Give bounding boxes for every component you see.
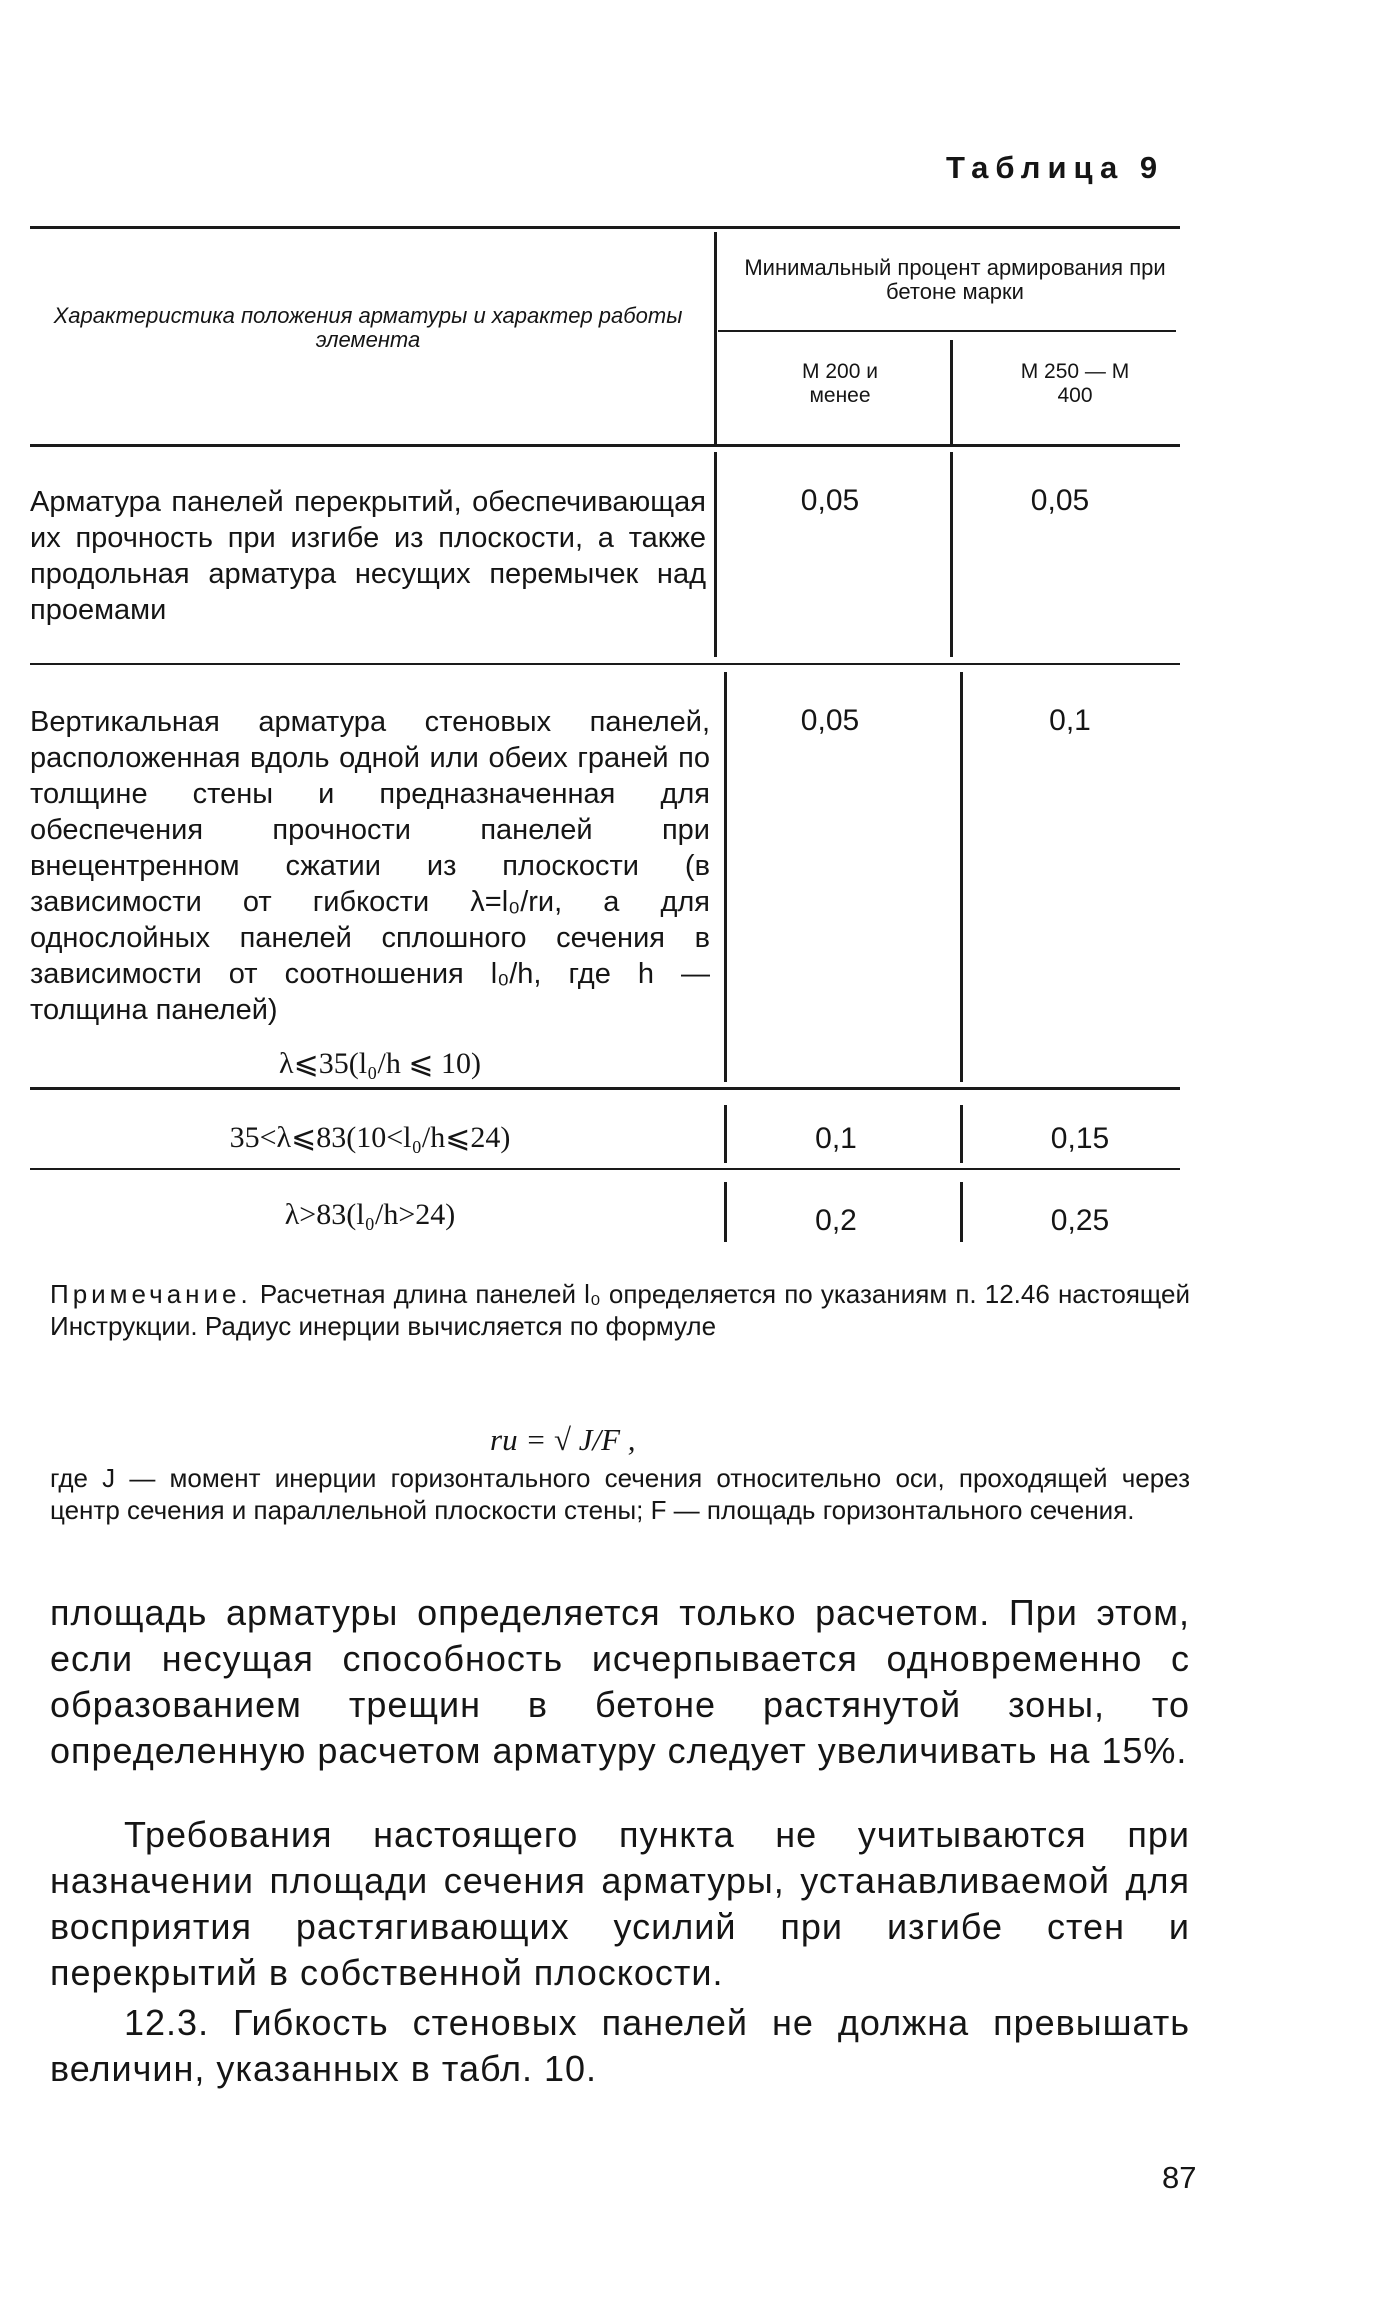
table-header-bottom-rule — [30, 444, 1180, 447]
paragraph-1: площадь арматуры определяется только расчетом. При этом, если несущая способность исчерпывается одновременно с образованием трещин в бетоне растянутой зоны, то определенную расчетом арматуру следует увеличивать на 15%. — [50, 1592, 1190, 1771]
row3-value-m250: 0,15 — [1050, 1122, 1110, 1155]
row1-value-m200: 0,05 — [800, 484, 860, 517]
table-row1-bottom-rule — [30, 663, 1180, 665]
row4-value-m200: 0,2 — [815, 1204, 857, 1237]
table-row4-separator-2 — [960, 1182, 963, 1242]
note-text-2: где J — момент инерции горизонтального сечения относительно оси, проходящей через центр сечения и параллельной плоскости стены; F — площадь горизонтального сечения. — [50, 1463, 1190, 1525]
table-row1-separator-1 — [714, 452, 717, 657]
row2-value-m250: 0,1 — [1049, 704, 1091, 737]
row2-desc: Вертикальная арматура стеновых панелей, расположенная вдоль одной или обеих граней по толщине стены и предназначенная для обеспечения прочности панелей при внецентренном сжатии из плоскости (в зависимости от гибкости λ=l₀/rи, а для однослойных панелей сплошного сечения в зависимости от соотношения l₀/h, где h — толщина панелей) — [30, 706, 710, 1026]
row2-condition: λ⩽35(l₀/h ⩽ 10) — [279, 1047, 481, 1080]
row4-value-m250: 0,25 — [1050, 1204, 1110, 1237]
note-label: Примечание. — [50, 1279, 252, 1309]
page-number: 87 — [1162, 2160, 1197, 2195]
table-row3-bottom-rule — [30, 1168, 1180, 1170]
table-col-separator-1 — [714, 232, 717, 444]
row1-value-m250: 0,05 — [1030, 484, 1090, 517]
table-row4-separator-1 — [724, 1182, 727, 1242]
table-note — [50, 1278, 1190, 1342]
row3-value-m200: 0,1 — [815, 1122, 857, 1155]
header-col2: М 200 и менее — [802, 360, 878, 407]
table-row3-separator-2 — [960, 1105, 963, 1163]
note-text-1: Расчетная длина панелей l₀ определяется по указаниям п. 12.46 настоящей Инструкции. Радиус инерции вычисляется по формуле — [50, 1279, 1190, 1341]
table-row3-separator-1 — [724, 1105, 727, 1163]
header-col1: Характеристика положения арматуры и характер работы элемента — [53, 303, 683, 352]
paragraph-3: 12.3. Гибкость стеновых панелей не должна превышать величин, указанных в табл. 10. — [50, 2002, 1190, 2089]
header-group: Минимальный процент армирования при бетоне марки — [744, 255, 1166, 304]
table-row2-bottom-rule — [30, 1087, 1180, 1090]
row3-condition: 35<λ⩽83(10<l₀/h⩽24) — [229, 1121, 511, 1154]
table-top-rule — [30, 226, 1180, 229]
table-row1-separator-2 — [950, 452, 953, 657]
table-row2-separator-2 — [960, 672, 963, 1082]
table-row2-separator-1 — [724, 672, 727, 1082]
row4-condition: λ>83(l₀/h>24) — [284, 1198, 456, 1231]
table-col-separator-2 — [950, 340, 953, 444]
row1-desc: Арматура панелей перекрытий, обеспечивающая их прочность при изгибе из плоскости, а также продольная арматура несущих перемычек над проемами — [30, 486, 706, 626]
table-title: Таблица 9 — [946, 150, 1165, 185]
note-formula: rи = √ J/F , — [490, 1422, 636, 1457]
row2-value-m200: 0,05 — [800, 704, 860, 737]
header-col3: М 250 — М 400 — [1020, 360, 1130, 407]
paragraph-2: Требования настоящего пункта не учитываются при назначении площади сечения арматуры, устанавливаемой для восприятия растягивающих усилий при изгибе стен и перекрытий в собственной плоскости. — [50, 1814, 1190, 1993]
table-group-rule — [718, 330, 1176, 332]
